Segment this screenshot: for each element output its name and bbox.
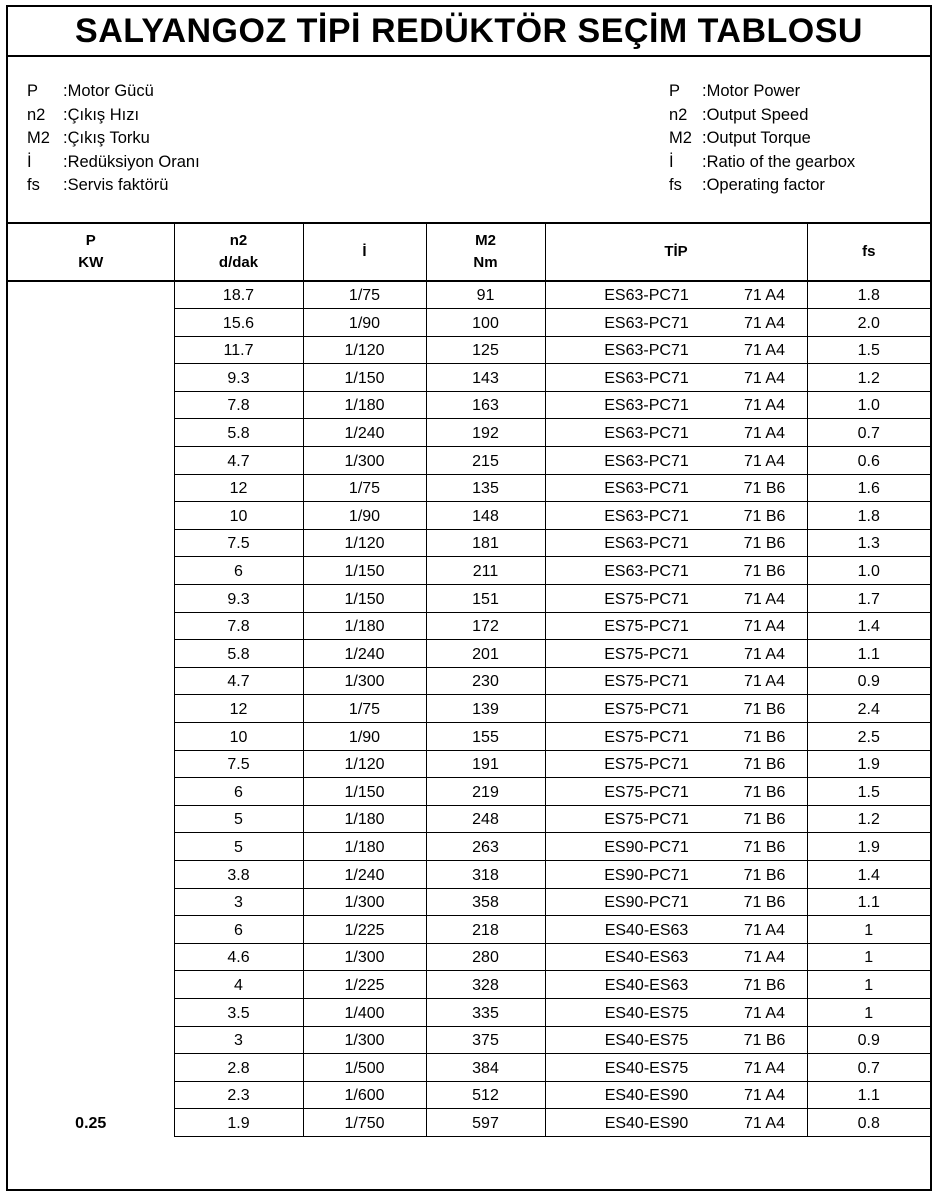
motor-model: 71 B6 [743, 866, 786, 884]
cell-output-torque: 230 [426, 667, 545, 695]
cell-ratio: 1/225 [303, 916, 426, 944]
cell-output-speed: 2.3 [174, 1081, 303, 1109]
cell-type [545, 943, 807, 971]
cell-service-factor: 1 [807, 943, 930, 971]
cell-service-factor: 2.0 [807, 309, 930, 337]
cell-service-factor: 1 [807, 971, 930, 999]
cell-output-speed: 3.8 [174, 860, 303, 888]
cell-output-speed: 9.3 [174, 585, 303, 613]
cell-ratio: 1/120 [303, 750, 426, 778]
gearbox-model: ES75-PC71 [604, 783, 689, 801]
cell-type [545, 667, 807, 695]
legend-tr-item [27, 151, 200, 175]
legend-en-symbol: M2 [669, 129, 692, 148]
cell-output-torque: 512 [426, 1081, 545, 1109]
cell-service-factor: 1.0 [807, 557, 930, 585]
gearbox-model: ES90-PC71 [604, 894, 689, 912]
cell-output-speed: 12 [174, 474, 303, 502]
cell-type [545, 612, 807, 640]
cell-type [545, 585, 807, 613]
legend-en-description: :Operating factor [702, 176, 825, 195]
cell-output-torque: 191 [426, 750, 545, 778]
gearbox-model: ES63-PC71 [604, 425, 689, 443]
legend-tr-description: :Servis faktörü [63, 176, 169, 195]
table-header-row [8, 224, 930, 281]
cell-type [545, 640, 807, 668]
cell-ratio: 1/180 [303, 391, 426, 419]
cell-service-factor: 0.9 [807, 667, 930, 695]
cell-service-factor: 1.8 [807, 502, 930, 530]
legend-turkish [27, 80, 200, 198]
cell-output-torque: 597 [426, 1109, 545, 1137]
cell-output-torque: 335 [426, 998, 545, 1026]
cell-service-factor: 1.5 [807, 778, 930, 806]
motor-model: 71 A4 [744, 1004, 785, 1022]
cell-type [545, 281, 807, 309]
gearbox-model: ES63-PC71 [604, 287, 689, 305]
cell-type [545, 336, 807, 364]
cell-output-speed: 4.7 [174, 667, 303, 695]
legend-en-description: :Output Speed [702, 105, 809, 124]
cell-output-torque: 318 [426, 860, 545, 888]
cell-type [545, 364, 807, 392]
cell-ratio: 1/500 [303, 1054, 426, 1082]
cell-output-speed: 2.8 [174, 1054, 303, 1082]
cell-type [545, 723, 807, 751]
cell-type [545, 833, 807, 861]
gearbox-model: ES63-PC71 [604, 535, 689, 553]
cell-output-speed: 4.6 [174, 943, 303, 971]
motor-model: 71 B6 [743, 838, 786, 856]
cell-output-speed: 5 [174, 805, 303, 833]
motor-model: 71 A4 [744, 590, 785, 608]
cell-service-factor: 1.7 [807, 585, 930, 613]
motor-model: 71 B6 [743, 507, 786, 525]
cell-service-factor: 2.4 [807, 695, 930, 723]
legend-en-item [669, 174, 855, 198]
cell-output-speed: 5.8 [174, 419, 303, 447]
motor-model: 71 B6 [743, 756, 786, 774]
cell-output-speed: 7.5 [174, 529, 303, 557]
cell-service-factor: 1 [807, 916, 930, 944]
cell-ratio: 1/180 [303, 833, 426, 861]
legend-en-item [669, 127, 855, 151]
motor-model: 71 A4 [744, 314, 785, 332]
cell-ratio: 1/300 [303, 447, 426, 475]
gearbox-model: ES75-PC71 [604, 756, 689, 774]
cell-output-speed: 3.5 [174, 998, 303, 1026]
cell-output-speed: 1.9 [174, 1109, 303, 1137]
cell-output-torque: 218 [426, 916, 545, 944]
cell-type [545, 529, 807, 557]
cell-service-factor: 1.2 [807, 805, 930, 833]
cell-output-speed: 5.8 [174, 640, 303, 668]
cell-ratio: 1/150 [303, 364, 426, 392]
cell-output-torque: 155 [426, 723, 545, 751]
cell-ratio: 1/75 [303, 281, 426, 309]
cell-ratio: 1/240 [303, 860, 426, 888]
cell-service-factor: 1.8 [807, 281, 930, 309]
legend-en-item [669, 80, 855, 104]
cell-output-torque: 219 [426, 778, 545, 806]
gearbox-model: ES40-ES75 [604, 1059, 689, 1077]
cell-ratio: 1/240 [303, 419, 426, 447]
cell-ratio: 1/75 [303, 474, 426, 502]
gearbox-model: ES40-ES90 [604, 1087, 689, 1105]
cell-output-torque: 328 [426, 971, 545, 999]
legend-en-symbol: n2 [669, 105, 688, 124]
cell-output-torque: 201 [426, 640, 545, 668]
cell-output-speed: 9.3 [174, 364, 303, 392]
cell-type [545, 1026, 807, 1054]
cell-type [545, 557, 807, 585]
cell-service-factor: 1.1 [807, 888, 930, 916]
gearbox-model: ES63-PC71 [604, 480, 689, 498]
motor-model: 71 A4 [744, 673, 785, 691]
cell-ratio: 1/600 [303, 1081, 426, 1109]
motor-model: 71 A4 [744, 1114, 785, 1132]
cell-type [545, 695, 807, 723]
legend-en-description: :Output Torque [702, 129, 811, 148]
cell-output-speed: 6 [174, 557, 303, 585]
cell-output-torque: 100 [426, 309, 545, 337]
gearbox-model: ES90-PC71 [604, 866, 689, 884]
motor-model: 71 A4 [744, 287, 785, 305]
gearbox-model: ES75-PC71 [604, 618, 689, 636]
cell-output-speed: 15.6 [174, 309, 303, 337]
legend-en-item [669, 151, 855, 175]
cell-service-factor: 1.5 [807, 336, 930, 364]
cell-service-factor: 2.5 [807, 723, 930, 751]
legend-tr-symbol: İ [27, 152, 32, 171]
gearbox-model: ES63-PC71 [604, 397, 689, 415]
gearbox-model: ES40-ES63 [604, 976, 689, 994]
motor-model: 71 A4 [744, 949, 785, 967]
cell-output-torque: 181 [426, 529, 545, 557]
cell-output-torque: 280 [426, 943, 545, 971]
cell-output-torque: 375 [426, 1026, 545, 1054]
gearbox-model: ES40-ES63 [604, 949, 689, 967]
cell-output-torque: 143 [426, 364, 545, 392]
cell-ratio: 1/750 [303, 1109, 426, 1137]
legend-en-item [669, 104, 855, 128]
selection-table-sheet [6, 5, 932, 1191]
motor-model: 71 A4 [744, 369, 785, 387]
reducer-table [8, 224, 930, 1137]
cell-type [545, 971, 807, 999]
motor-model: 71 B6 [743, 563, 786, 581]
gearbox-model: ES40-ES75 [604, 1004, 689, 1022]
legend-tr-item [27, 174, 200, 198]
cell-service-factor: 1.9 [807, 833, 930, 861]
cell-output-torque: 263 [426, 833, 545, 861]
motor-model: 71 B6 [743, 1032, 786, 1050]
cell-output-speed: 3 [174, 1026, 303, 1054]
legend-en-description: :Ratio of the gearbox [702, 152, 856, 171]
cell-type [545, 447, 807, 475]
cell-ratio: 1/150 [303, 778, 426, 806]
cell-output-speed: 4.7 [174, 447, 303, 475]
legend-tr-description: :Çıkış Hızı [63, 105, 140, 124]
motor-model: 71 B6 [743, 894, 786, 912]
cell-output-torque: 172 [426, 612, 545, 640]
cell-output-torque: 139 [426, 695, 545, 723]
cell-output-speed: 10 [174, 502, 303, 530]
cell-output-speed: 3 [174, 888, 303, 916]
cell-output-torque: 215 [426, 447, 545, 475]
gearbox-model: ES63-PC71 [604, 507, 689, 525]
cell-service-factor: 1.2 [807, 364, 930, 392]
cell-type [545, 778, 807, 806]
gearbox-model: ES40-ES63 [604, 921, 689, 939]
cell-output-torque: 163 [426, 391, 545, 419]
cell-output-speed: 7.5 [174, 750, 303, 778]
cell-service-factor: 0.8 [807, 1109, 930, 1137]
gearbox-model: ES63-PC71 [604, 452, 689, 470]
gearbox-model: ES75-PC71 [604, 645, 689, 663]
cell-output-torque: 211 [426, 557, 545, 585]
cell-ratio: 1/90 [303, 309, 426, 337]
gearbox-model: ES40-ES90 [604, 1114, 689, 1132]
cell-service-factor: 0.7 [807, 1054, 930, 1082]
legend-en-description: :Motor Power [702, 82, 801, 100]
power-value: 0.25 [8, 281, 174, 1136]
legend-tr-description: :Motor Gücü [63, 82, 154, 100]
cell-output-torque: 384 [426, 1054, 545, 1082]
cell-output-speed: 12 [174, 695, 303, 723]
cell-output-speed: 5 [174, 833, 303, 861]
motor-model: 71 A4 [744, 618, 785, 636]
motor-model: 71 A4 [744, 397, 785, 415]
cell-type [545, 888, 807, 916]
gearbox-model: ES63-PC71 [604, 369, 689, 387]
cell-output-torque: 151 [426, 585, 545, 613]
legend-tr-description: :Çıkış Torku [63, 129, 150, 148]
cell-ratio: 1/180 [303, 612, 426, 640]
cell-output-torque: 125 [426, 336, 545, 364]
gearbox-model: ES63-PC71 [604, 342, 689, 360]
legend-tr-item [27, 127, 200, 151]
cell-ratio: 1/90 [303, 502, 426, 530]
gearbox-model: ES40-ES75 [604, 1032, 689, 1050]
cell-output-torque: 135 [426, 474, 545, 502]
cell-ratio: 1/300 [303, 888, 426, 916]
cell-type [545, 419, 807, 447]
cell-service-factor: 1.1 [807, 1081, 930, 1109]
cell-output-speed: 6 [174, 778, 303, 806]
motor-model: 71 A4 [744, 921, 785, 939]
motor-model: 71 A4 [744, 1059, 785, 1077]
cell-ratio: 1/180 [303, 805, 426, 833]
cell-type [545, 1081, 807, 1109]
motor-model: 71 A4 [744, 452, 785, 470]
page-title: SALYANGOZ TİPİ REDÜKTÖR SEÇİM TABLOSU [8, 7, 930, 57]
legend-tr-description: :Redüksiyon Oranı [63, 152, 200, 171]
cell-ratio: 1/90 [303, 723, 426, 751]
cell-output-torque: 192 [426, 419, 545, 447]
legend-en-symbol: İ [669, 152, 674, 171]
header-type: TİP [545, 224, 807, 281]
cell-type [545, 474, 807, 502]
cell-ratio: 1/300 [303, 1026, 426, 1054]
legend-tr-item [27, 104, 200, 128]
cell-ratio: 1/120 [303, 529, 426, 557]
cell-service-factor: 0.9 [807, 1026, 930, 1054]
cell-service-factor: 1.0 [807, 391, 930, 419]
cell-output-speed: 10 [174, 723, 303, 751]
gearbox-model: ES75-PC71 [604, 590, 689, 608]
cell-ratio: 1/225 [303, 971, 426, 999]
cell-type [545, 1054, 807, 1082]
cell-ratio: 1/150 [303, 557, 426, 585]
cell-type [545, 502, 807, 530]
header-output-torque: M2 Nm [426, 224, 545, 281]
legend-en-symbol: P [669, 82, 681, 100]
cell-output-torque: 248 [426, 805, 545, 833]
motor-model: 71 B6 [743, 535, 786, 553]
cell-service-factor: 1.9 [807, 750, 930, 778]
motor-model: 71 A4 [744, 425, 785, 443]
legend-tr-symbol: M2 [27, 129, 50, 148]
cell-service-factor: 1.6 [807, 474, 930, 502]
gearbox-model: ES75-PC71 [604, 811, 689, 829]
cell-service-factor: 1.4 [807, 860, 930, 888]
gearbox-model: ES75-PC71 [604, 673, 689, 691]
cell-service-factor: 1 [807, 998, 930, 1026]
cell-type [545, 916, 807, 944]
header-service-factor: fs [807, 224, 930, 281]
cell-ratio: 1/75 [303, 695, 426, 723]
cell-service-factor: 1.4 [807, 612, 930, 640]
cell-type [545, 391, 807, 419]
legend-tr-item [27, 80, 200, 104]
table-row [8, 281, 930, 309]
motor-model: 71 A4 [744, 645, 785, 663]
cell-output-torque: 358 [426, 888, 545, 916]
cell-ratio: 1/300 [303, 943, 426, 971]
cell-service-factor: 1.1 [807, 640, 930, 668]
gearbox-model: ES63-PC71 [604, 314, 689, 332]
cell-output-speed: 4 [174, 971, 303, 999]
header-output-speed: n2 d/dak [174, 224, 303, 281]
motor-model: 71 B6 [743, 480, 786, 498]
cell-ratio: 1/120 [303, 336, 426, 364]
cell-service-factor: 0.7 [807, 419, 930, 447]
cell-service-factor: 1.3 [807, 529, 930, 557]
legend-en-symbol: fs [669, 176, 682, 195]
legend-tr-symbol: fs [27, 176, 40, 195]
motor-model: 71 A4 [744, 342, 785, 360]
gearbox-model: ES90-PC71 [604, 838, 689, 856]
header-ratio: İ [303, 224, 426, 281]
cell-type [545, 1109, 807, 1137]
gearbox-model: ES75-PC71 [604, 701, 689, 718]
cell-output-speed: 11.7 [174, 336, 303, 364]
legend-tr-symbol: n2 [27, 105, 46, 124]
cell-output-torque: 148 [426, 502, 545, 530]
cell-type [545, 309, 807, 337]
motor-model: 71 B6 [743, 976, 786, 994]
motor-model: 71 B6 [743, 728, 786, 746]
gearbox-model: ES75-PC71 [604, 728, 689, 746]
gearbox-model: ES63-PC71 [604, 563, 689, 581]
cell-output-torque: 91 [426, 281, 545, 309]
cell-ratio: 1/400 [303, 998, 426, 1026]
motor-model: 71 B6 [743, 783, 786, 801]
cell-type [545, 998, 807, 1026]
cell-output-speed: 6 [174, 916, 303, 944]
cell-output-speed: 18.7 [174, 281, 303, 309]
cell-ratio: 1/150 [303, 585, 426, 613]
motor-model: 71 B6 [743, 701, 786, 718]
cell-type [545, 860, 807, 888]
legend-tr-symbol: P [27, 82, 39, 100]
cell-type [545, 750, 807, 778]
legend [8, 57, 930, 224]
cell-output-speed: 7.8 [174, 391, 303, 419]
cell-ratio: 1/300 [303, 667, 426, 695]
motor-model: 71 B6 [743, 811, 786, 829]
header-power: P KW [8, 224, 174, 281]
legend-english [669, 80, 855, 198]
cell-service-factor: 0.6 [807, 447, 930, 475]
cell-ratio: 1/240 [303, 640, 426, 668]
cell-output-speed: 7.8 [174, 612, 303, 640]
cell-type [545, 805, 807, 833]
motor-model: 71 A4 [744, 1087, 785, 1105]
